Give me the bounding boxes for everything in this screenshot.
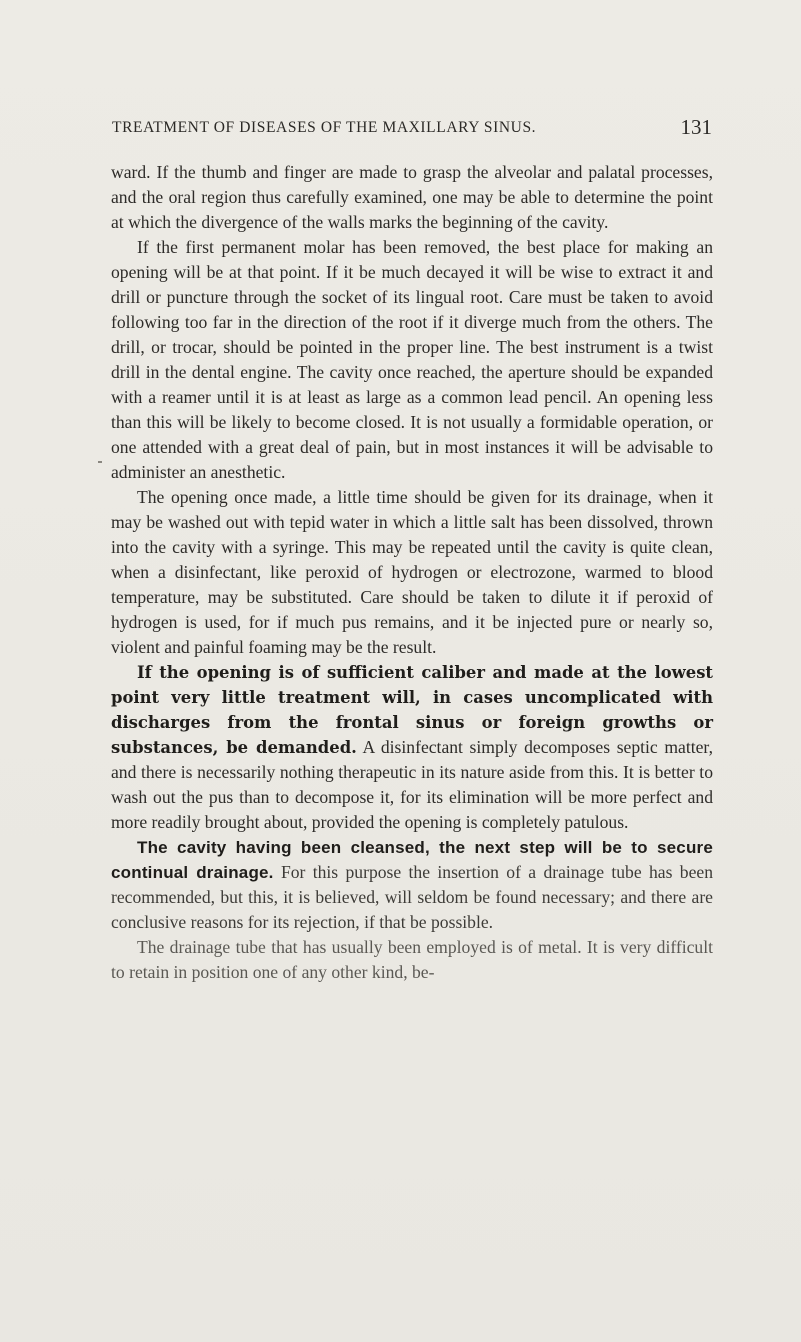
margin-mark — [98, 461, 102, 463]
paragraph-text: ward. If the thumb and finger are made to grasp the alveolar and palatal processes, and the oral region thus carefully examined, one may be able to determine the point at which the divergence of the walls marks the beginning of the cavity. — [111, 162, 713, 232]
page-number: 131 — [680, 115, 712, 139]
paragraph-text: A disinfectant simply decomposes septic matter, and there is necessarily nothing therapeutic in its nature aside from this. It is better to wash out the pus than to decompose it, for its elimination will be more perfect and more readily brought about, provided the opening is completely patulous. — [111, 737, 713, 832]
paragraph-text: The opening once made, a little time should be given for its drainage, when it may be washed out with tepid water in which a little salt has been dissolved, thrown into the cavity with a syringe. This may be repeated until the cavity is quite clean, when a disinfectant, like peroxid of hydrogen or electrozone, warmed to blood temperature, may be substituted. Care should be taken to dilute it if peroxid of hydrogen is used, for if much pus remains, and it be injected pure or nearly so, violent and painful foaming may be the result. — [111, 487, 713, 657]
paragraph-text: The drainage tube that has usually been employed is of metal. It is very difficult to retain in position one of any other kind, be- — [111, 937, 713, 982]
bold-lead-sentence: If the opening is of sufficient caliber and made at the lowest point very little treatment will, in cases uncomplicated with discharges from the frontal sinus or foreign growths or substances, be demanded. — [111, 663, 713, 757]
paragraph-drainage-washing — [111, 485, 713, 660]
paragraph-text: For this purpose the insertion of a drainage tube has been recommended, but this, it is believed, will seldom be found necessary; and there are conclusive reasons for its rejection, if that be possible. — [111, 862, 714, 932]
running-title: TREATMENT OF DISEASES OF THE MAXILLARY SINUS. — [112, 119, 537, 136]
paragraph-text: If the first permanent molar has been removed, the best place for making an opening will be at that point. If it be much decayed it will be wise to extract it and drill or puncture through the socket of its lingual root. Care must be taken to avoid following too far in the direction of the root if it diverge much from the others. The drill, or trocar, should be pointed in the proper line. The best instrument is a twist drill in the dental engine. The cavity once reached, the aperture should be expanded with a reamer until it is at least as large as a common lead pencil. An opening less than this will be likely to become closed. It is not usually a formidable operation, or one attended with a great deal of pain, but in most instances it will be advisable to administer an anesthetic. — [111, 237, 713, 482]
running-head — [112, 115, 712, 145]
paragraph-continuation — [111, 160, 713, 235]
paragraph-sufficient-caliber — [111, 660, 713, 835]
body-text — [111, 160, 713, 985]
paragraph-continual-drainage — [111, 835, 713, 935]
bold-lead-sentence: The cavity having been cleansed, the next step will be to secure continual drainage. — [111, 838, 713, 882]
paragraph-drainage-tube — [111, 935, 713, 985]
paragraph-first-molar — [111, 235, 713, 485]
